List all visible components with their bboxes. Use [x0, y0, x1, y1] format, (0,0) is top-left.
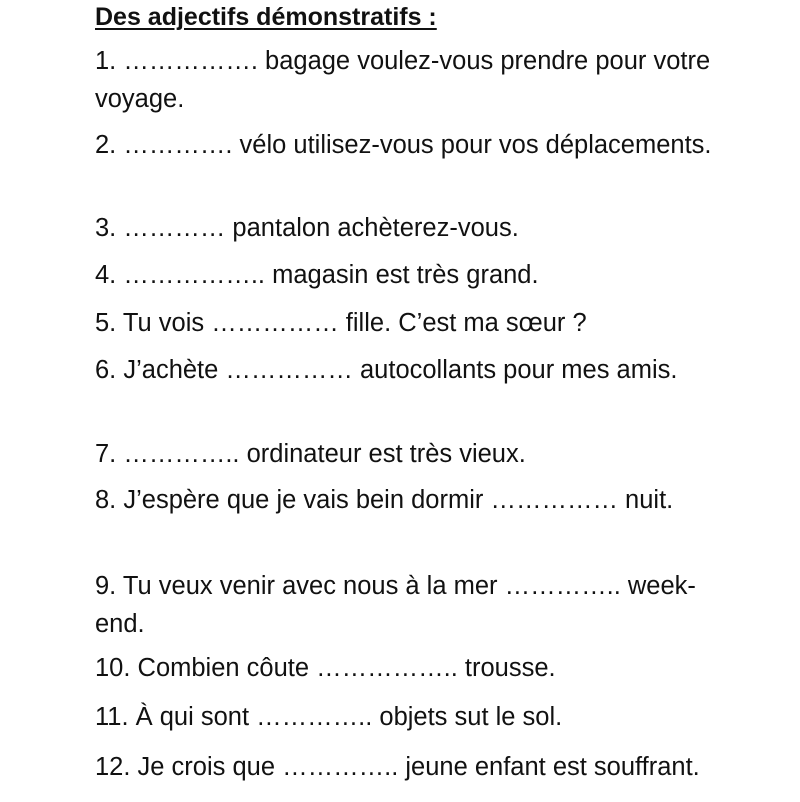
exercise-item-9: 9. Tu veux venir avec nous à la mer ………….. week-end. [95, 572, 696, 638]
exercise-item-1: 1. ……………. bagage voulez-vous prendre pour votre voyage. [95, 47, 711, 113]
exercise-item-4: 4. …………….. magasin est très grand. [95, 261, 539, 289]
exercise-item-11: 11. À qui sont ………….. objets sut le sol. [95, 703, 563, 731]
exercise-item-8: 8. J’espère que je vais bein dormir …………… nuit. [95, 486, 674, 514]
exercise-item-5: 5. Tu vois …………… fille. C’est ma sœur ? [95, 309, 587, 337]
exercise-item-7: 7. ………….. ordinateur est très vieux. [95, 440, 526, 468]
exercise-item-3: 3. ………… pantalon achèterez-vous. [95, 214, 519, 242]
exercise-item-2: 2. …………. vélo utilisez-vous pour vos déplacements. [95, 131, 712, 159]
exercise-item-6: 6. J’achète …………… autocollants pour mes amis. [95, 356, 678, 384]
worksheet-title: Des adjectifs démonstratifs : [95, 3, 437, 31]
exercise-item-10: 10. Combien côute …………….. trousse. [95, 654, 556, 682]
exercise-item-12: 12. Je crois que ………….. jeune enfant est souffrant. [95, 753, 700, 781]
